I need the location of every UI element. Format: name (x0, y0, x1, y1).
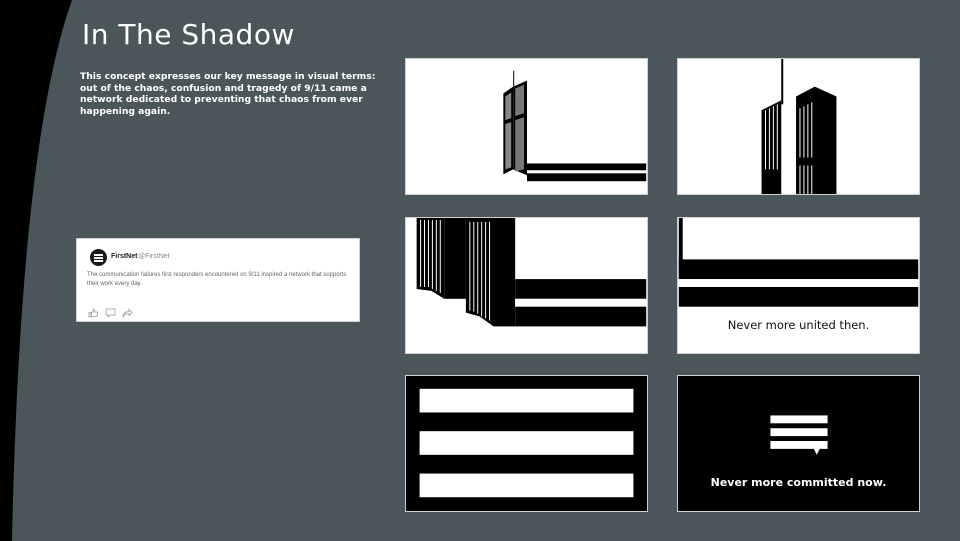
frame-6-caption: Never more committed now. (710, 476, 887, 489)
storyboard-frame-4 (677, 217, 920, 354)
shadow-bars-illustration (678, 218, 919, 353)
share-icon[interactable] (122, 305, 133, 315)
tweet-card (76, 238, 360, 322)
tweet-author-handle: @FirstNet (138, 253, 170, 260)
three-bars-illustration (406, 376, 647, 511)
tweet-body: The communication failures first responders encountered on 9/11 inspired a network that supports their work every day. (87, 272, 347, 287)
storyboard-frame-6 (677, 375, 920, 512)
twin-towers-close-illustration (678, 59, 919, 194)
frame-4-caption: Never more united then. (727, 318, 870, 332)
tweet-actions (88, 305, 133, 315)
twin-towers-far-illustration (406, 59, 647, 194)
like-icon[interactable] (88, 305, 99, 315)
page-title: In The Shadow (82, 18, 295, 51)
tweet-author-name: FirstNet (111, 253, 138, 260)
storyboard-frame-2 (677, 58, 920, 195)
reply-icon[interactable] (105, 305, 116, 315)
storyboard-frame-5 (405, 375, 648, 512)
concept-description: This concept expresses our key message in visual terms: out of the chaos, confusion and tragedy of 9/11 came a network dedicated to preventing that chaos from ever happening again. (80, 71, 376, 117)
tower-shadow-illustration (406, 218, 647, 353)
storyboard-frame-3 (405, 217, 648, 354)
storyboard-frame-1 (405, 58, 648, 195)
firstnet-logo-icon (678, 376, 919, 511)
firstnet-logo-icon (90, 249, 107, 266)
